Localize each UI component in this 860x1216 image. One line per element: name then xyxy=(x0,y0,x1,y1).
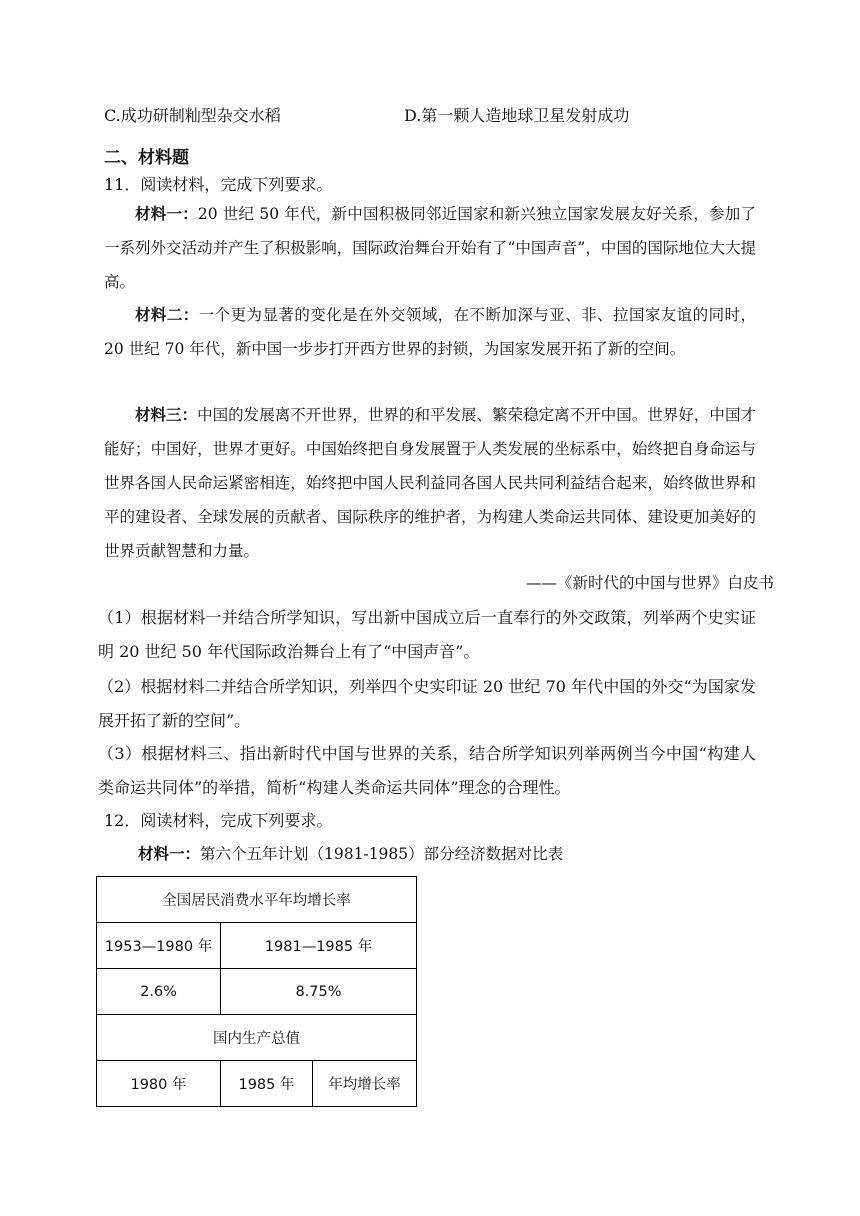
material-2-label: 材料二： xyxy=(135,305,199,324)
section-title: 二、材料题 xyxy=(104,148,189,168)
table-cell: 1953—1980 年 xyxy=(97,923,221,969)
material-source: ——《新时代的中国与世界》白皮书 xyxy=(525,574,774,592)
question-12-material-text: 第六个五年计划（1981-1985）部分经济数据对比表 xyxy=(200,845,564,863)
table-row xyxy=(97,877,417,923)
table-cell: 1981—1985 年 xyxy=(221,923,417,969)
material-1-text: 20 世纪 50 年代，新中国积极同邻近国家和新兴独立国家发展友好关系，参加了一系列外交活动并产生了积极影响，国际政治舞台开始有了“中国声音”，中国的国际地位大大提高。 xyxy=(104,205,756,291)
table-cell: 8.75% xyxy=(221,969,417,1015)
table-row xyxy=(97,1061,417,1107)
subquestion-2-text: （2）根据材料二并结合所学知识，列举四个史实印证 20 世纪 70 年代中国的外交“为国家发展开拓了新的空间”。 xyxy=(98,677,756,730)
question-12-material xyxy=(138,842,563,864)
subquestion-1-text: （1）根据材料一并结合所学知识，写出新中国成立后一直奉行的外交政策，列举两个史实证明 20 世纪 50 年代国际政治舞台上有了“中国声音”。 xyxy=(98,608,756,661)
material-3-text: 中国的发展离不开世界，世界的和平发展、繁荣稳定离不开中国。世界好，中国才能好；中国好，世界才更好。中国始终把自身发展置于人类发展的坐标系中，始终把自身命运与世界各国人民命运紧密相连，始终把中国人民利益同各国人民共同利益结合起来，始终做世界和平的建设者、全球发展的贡献者、国际秩序的维护者，为构建人类命运共同体、建设更加美好的世界贡献智慧和力量。 xyxy=(104,406,756,560)
material-1 xyxy=(104,197,756,299)
question-12-stem: 12．阅读材料，完成下列要求。 xyxy=(104,811,333,830)
table-cell: 1980 年 xyxy=(97,1061,221,1107)
answer-options xyxy=(104,103,804,129)
table-header-gdp: 国内生产总值 xyxy=(97,1015,417,1061)
table-header-consumption: 全国居民消费水平年均增长率 xyxy=(97,877,417,923)
material-3 xyxy=(104,398,756,568)
subquestion-3 xyxy=(98,737,756,805)
question-12-material-label: 材料一： xyxy=(138,844,201,863)
material-2 xyxy=(104,298,756,366)
material-3-label: 材料三： xyxy=(135,405,198,424)
table-cell: 年均增长率 xyxy=(313,1061,417,1107)
subquestion-3-text: （3）根据材料三、指出新时代中国与世界的关系，结合所学知识列举两例当今中国“构建人类命运共同体”的举措，简析“构建人类命运共同体”理念的合理性。 xyxy=(98,744,756,797)
table-row xyxy=(97,969,417,1015)
economic-data-table xyxy=(96,876,417,1107)
table-row xyxy=(97,923,417,969)
option-d: D.第一颗人造地球卫星发射成功 xyxy=(404,106,630,125)
question-11-stem: 11．阅读材料，完成下列要求。 xyxy=(104,175,333,194)
subquestion-2 xyxy=(98,670,756,738)
table-cell: 1985 年 xyxy=(221,1061,313,1107)
table-cell: 2.6% xyxy=(97,969,221,1015)
table-row xyxy=(97,1015,417,1061)
subquestion-1 xyxy=(98,601,756,669)
option-c: C.成功研制籼型杂交水稻 xyxy=(104,106,281,125)
material-1-label: 材料一： xyxy=(135,204,198,223)
material-2-text: 一个更为显著的变化是在外交领域，在不断加深与亚、非、拉国家友谊的同时，20 世纪 70 年代，新中国一步步打开西方世界的封锁，为国家发展开拓了新的空间。 xyxy=(104,306,756,358)
